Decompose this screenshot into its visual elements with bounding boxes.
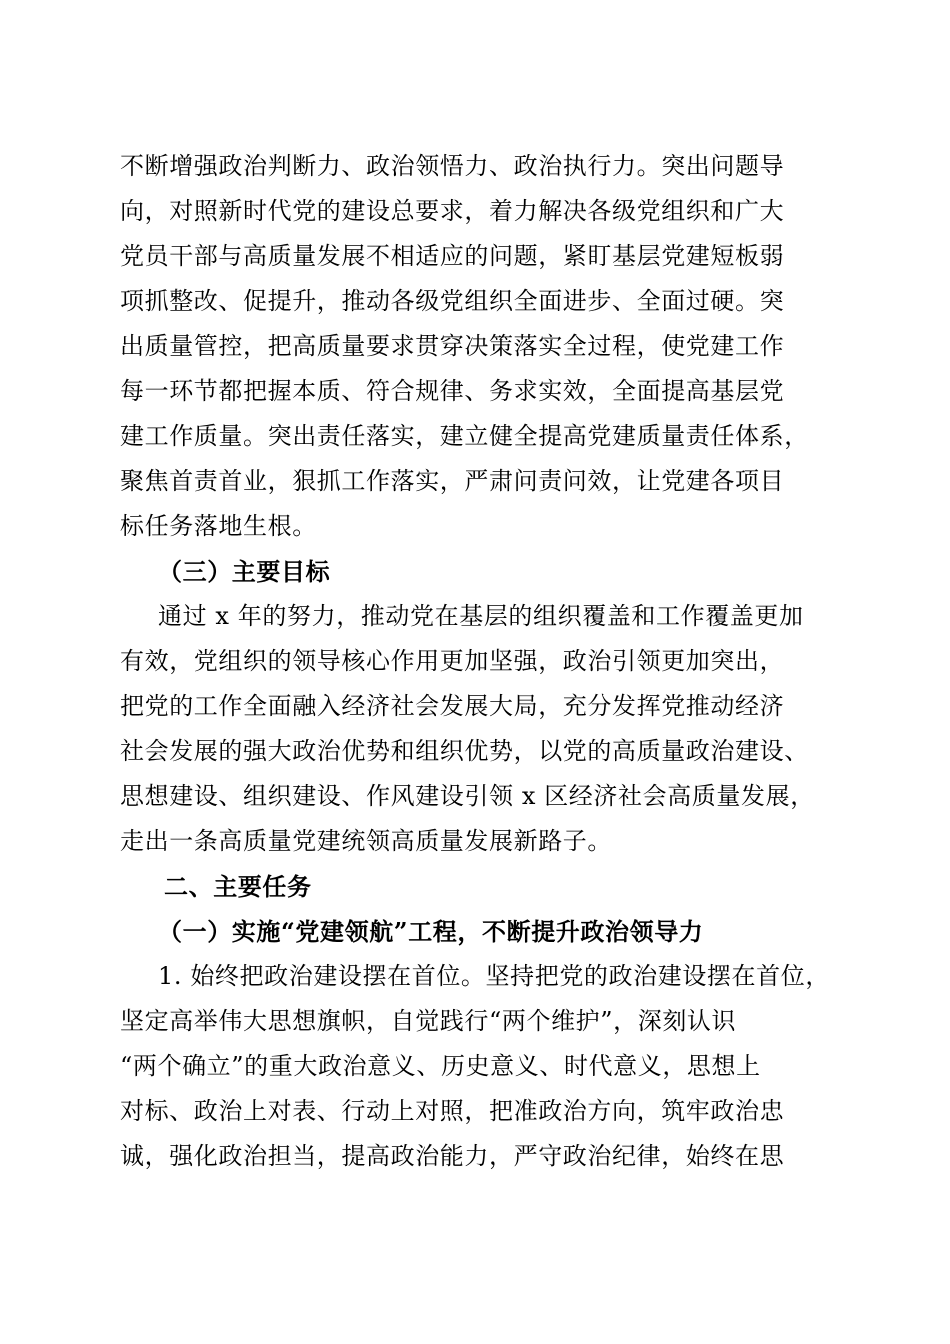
body-text-line: 党员干部与高质量发展不相适应的问题，紧盯基层党建短板弱: [120, 242, 785, 270]
document-body: [120, 144, 830, 1179]
body-text-line: 聚焦首责首业，狠抓工作落实，严肃问责问效，让党建各项目: [120, 467, 785, 495]
body-text-line: 标任务落地生根。: [120, 512, 317, 540]
section-heading: （三）主要目标: [158, 557, 331, 586]
body-text-line: 向，对照新时代党的建设总要求，着力解决各级党组织和广大: [120, 197, 785, 225]
body-text-line: 1. 始终把政治建设摆在首位。坚持把党的政治建设摆在首位，: [158, 962, 830, 990]
body-text-line: 每一环节都把握本质、符合规律、务求实效，全面提高基层党: [120, 377, 785, 405]
body-text-line: 建工作质量。突出责任落实，建立健全提高党建质量责任体系，: [120, 422, 809, 450]
section-heading: （一）实施“党建领航”工程，不断提升政治领导力: [158, 917, 704, 946]
body-text-line: 诚，强化政治担当，提高政治能力，严守政治纪律，始终在思: [120, 1142, 785, 1170]
body-text-line: 出质量管控，把高质量要求贯穿决策落实全过程，使党建工作: [120, 332, 785, 360]
body-text-line: 项抓整改、促提升，推动各级党组织全面进步、全面过硬。突: [120, 287, 785, 315]
body-text-line: 把党的工作全面融入经济社会发展大局，充分发挥党推动经济: [120, 692, 785, 720]
body-text-line: 坚定高举伟大思想旗帜，自觉践行“两个维护”，深刻认识: [120, 1007, 737, 1035]
chapter-heading: 二、主要任务: [164, 872, 312, 901]
body-text-line: 对标、政治上对表、行动上对照，把准政治方向，筑牢政治忠: [120, 1097, 785, 1125]
body-text-line: 思想建设、组织建设、作风建设引领 x 区经济社会高质量发展，: [120, 782, 815, 810]
body-text-line: 有效，党组织的领导核心作用更加坚强，政治引领更加突出，: [120, 647, 785, 675]
body-text-line: “两个确立”的重大政治意义、历史意义、时代意义，思想上: [120, 1052, 761, 1080]
body-text-line: 社会发展的强大政治优势和组织优势，以党的高质量政治建设、: [120, 737, 809, 765]
body-text-line: 不断增强政治判断力、政治领悟力、政治执行力。突出问题导: [120, 152, 785, 180]
body-text-line: 走出一条高质量党建统领高质量发展新路子。: [120, 827, 612, 855]
body-text-line: 通过 x 年的努力，推动党在基层的组织覆盖和工作覆盖更加: [158, 602, 804, 630]
